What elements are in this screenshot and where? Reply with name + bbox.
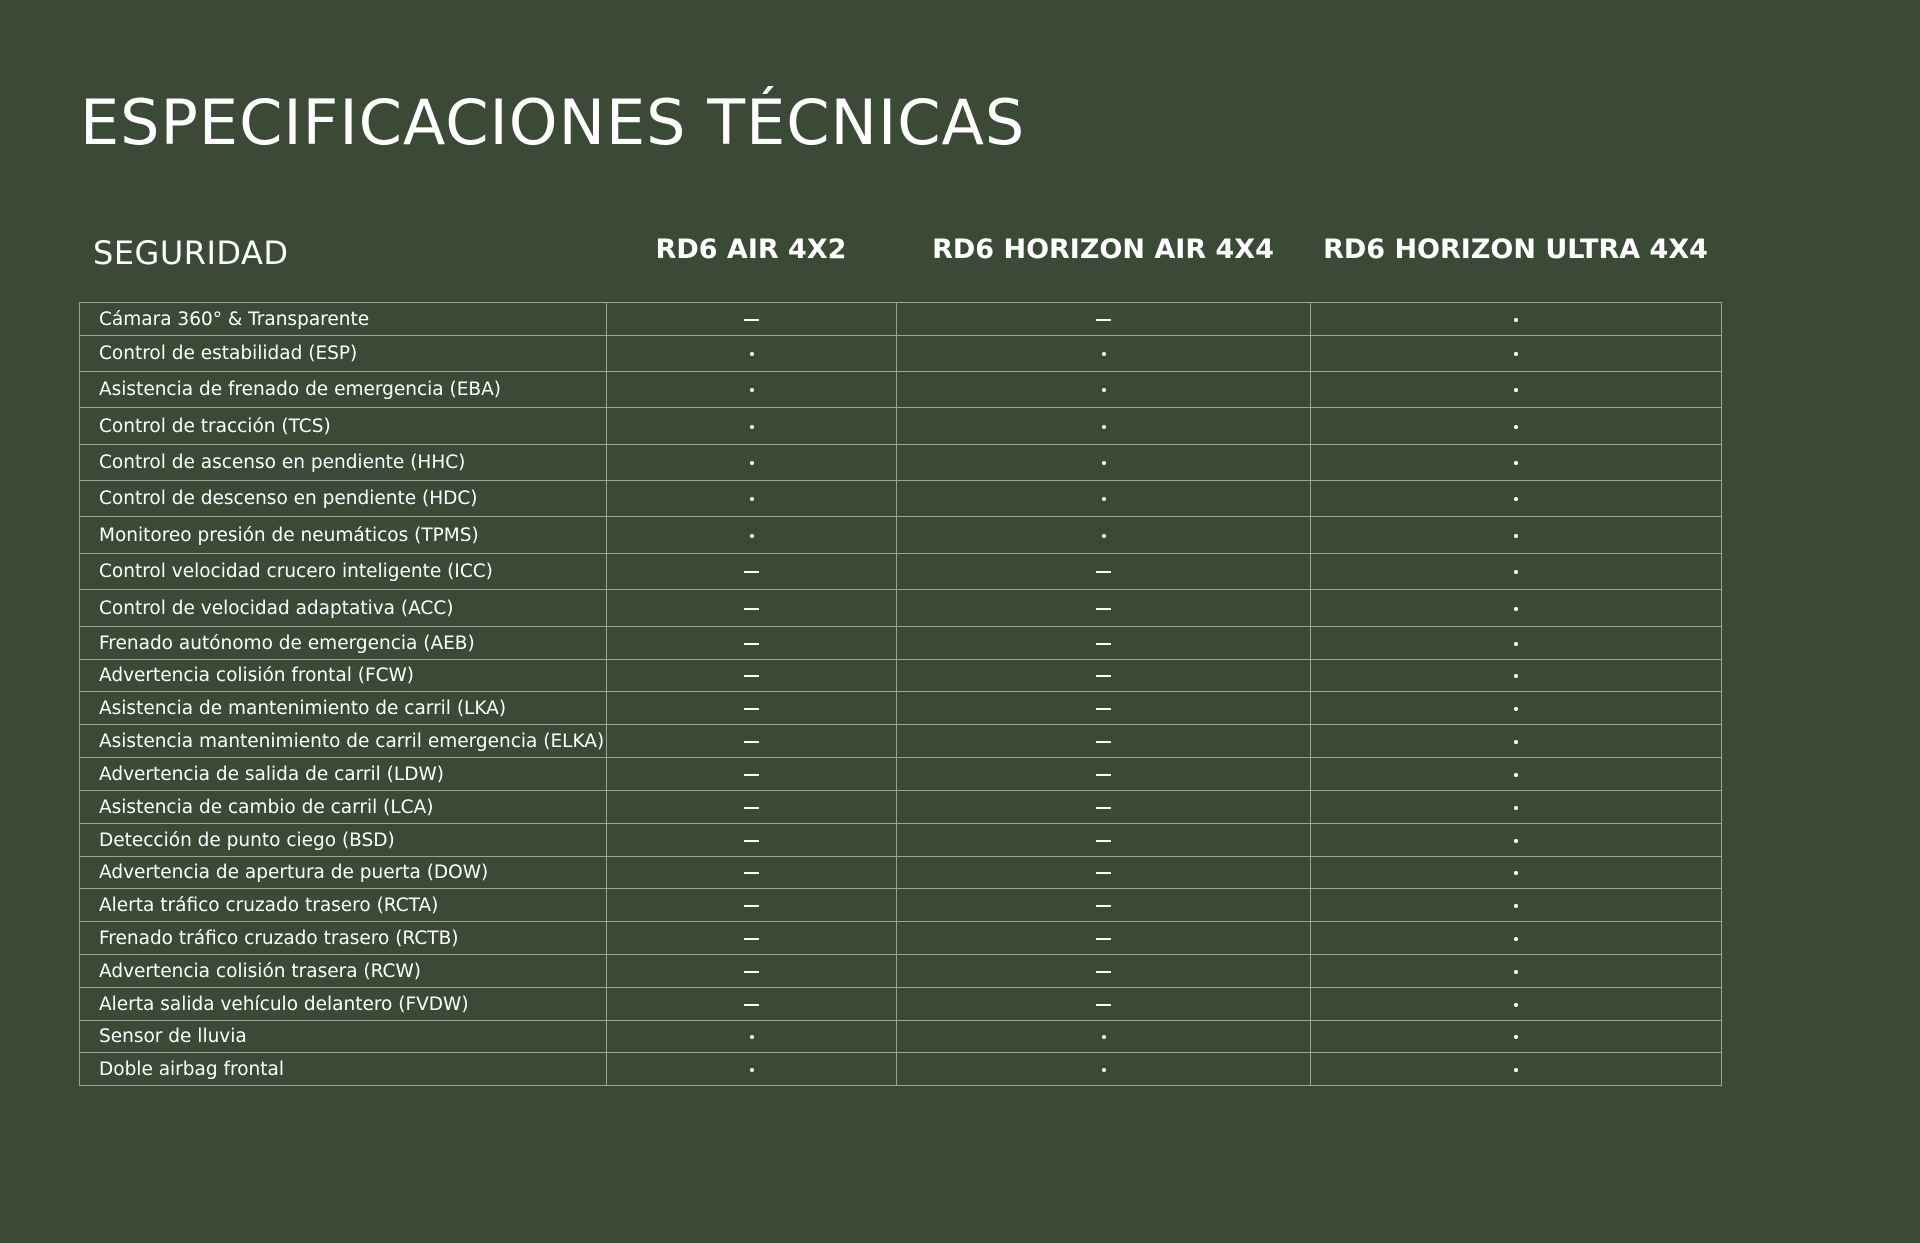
included-dot-icon: [1102, 352, 1106, 356]
table-row: [80, 857, 1722, 889]
included-dot-icon: [750, 1035, 754, 1039]
not-included-dash-icon: [1096, 807, 1111, 809]
included-dot-icon: [1514, 497, 1518, 501]
not-included-dash-icon: [1096, 872, 1111, 874]
not-included-dash-icon: [1096, 741, 1111, 743]
availability-cell-rd6-horizon-air-4x4: [897, 408, 1311, 445]
feature-label: Asistencia mantenimiento de carril emergencia (ELKA): [80, 725, 607, 758]
feature-label: Frenado tráfico cruzado trasero (RCTB): [80, 922, 607, 955]
availability-cell-rd6-horizon-ultra-4x4: [1311, 758, 1722, 791]
not-included-dash-icon: [744, 938, 759, 940]
availability-cell-rd6-air-4x2: [607, 554, 897, 590]
included-dot-icon: [1514, 806, 1518, 810]
feature-label: Control velocidad crucero inteligente (ICC): [80, 554, 607, 590]
feature-label: Alerta tráfico cruzado trasero (RCTA): [80, 889, 607, 922]
availability-cell-rd6-air-4x2: [607, 336, 897, 372]
table-row: [80, 481, 1722, 517]
table-row: [80, 692, 1722, 725]
availability-cell-rd6-air-4x2: [607, 517, 897, 554]
included-dot-icon: [750, 425, 754, 429]
feature-label: Asistencia de cambio de carril (LCA): [80, 791, 607, 824]
not-included-dash-icon: [1096, 608, 1111, 610]
not-included-dash-icon: [1096, 840, 1111, 842]
availability-cell-rd6-air-4x2: [607, 1053, 897, 1086]
availability-cell-rd6-air-4x2: [607, 408, 897, 445]
not-included-dash-icon: [744, 971, 759, 973]
included-dot-icon: [1514, 674, 1518, 678]
table-row: [80, 660, 1722, 692]
not-included-dash-icon: [1096, 571, 1111, 573]
availability-cell-rd6-air-4x2: [607, 627, 897, 660]
column-header-rd6-horizon-ultra-4x4: RD6 HORIZON ULTRA 4X4: [1323, 234, 1708, 265]
availability-cell-rd6-horizon-air-4x4: [897, 725, 1311, 758]
availability-cell-rd6-horizon-ultra-4x4: [1311, 725, 1722, 758]
availability-cell-rd6-horizon-ultra-4x4: [1311, 1053, 1722, 1086]
table-row: [80, 408, 1722, 445]
availability-cell-rd6-horizon-ultra-4x4: [1311, 481, 1722, 517]
included-dot-icon: [1514, 352, 1518, 356]
not-included-dash-icon: [744, 741, 759, 743]
availability-cell-rd6-horizon-air-4x4: [897, 824, 1311, 857]
feature-label: Sensor de lluvia: [80, 1021, 607, 1053]
availability-cell-rd6-horizon-ultra-4x4: [1311, 590, 1722, 627]
feature-label: Advertencia colisión frontal (FCW): [80, 660, 607, 692]
included-dot-icon: [1102, 461, 1106, 465]
feature-label: Control de tracción (TCS): [80, 408, 607, 445]
feature-label: Doble airbag frontal: [80, 1053, 607, 1086]
availability-cell-rd6-air-4x2: [607, 725, 897, 758]
not-included-dash-icon: [744, 872, 759, 874]
safety-spec-table: [79, 302, 1722, 1086]
included-dot-icon: [1514, 570, 1518, 574]
availability-cell-rd6-air-4x2: [607, 445, 897, 481]
spec-table-body: [80, 303, 1722, 1086]
included-dot-icon: [1514, 318, 1518, 322]
included-dot-icon: [750, 352, 754, 356]
table-row: [80, 758, 1722, 791]
feature-label: Control de estabilidad (ESP): [80, 336, 607, 372]
availability-cell-rd6-air-4x2: [607, 303, 897, 336]
not-included-dash-icon: [1096, 675, 1111, 677]
availability-cell-rd6-air-4x2: [607, 590, 897, 627]
included-dot-icon: [1514, 607, 1518, 611]
availability-cell-rd6-horizon-ultra-4x4: [1311, 922, 1722, 955]
availability-cell-rd6-horizon-ultra-4x4: [1311, 692, 1722, 725]
table-row: [80, 1053, 1722, 1086]
not-included-dash-icon: [744, 905, 759, 907]
availability-cell-rd6-horizon-air-4x4: [897, 988, 1311, 1021]
table-row: [80, 725, 1722, 758]
availability-cell-rd6-horizon-air-4x4: [897, 517, 1311, 554]
included-dot-icon: [1514, 388, 1518, 392]
not-included-dash-icon: [744, 840, 759, 842]
included-dot-icon: [1102, 534, 1106, 538]
page-title: ESPECIFICACIONES TÉCNICAS: [80, 86, 1026, 159]
included-dot-icon: [1102, 388, 1106, 392]
availability-cell-rd6-horizon-air-4x4: [897, 303, 1311, 336]
included-dot-icon: [1102, 1035, 1106, 1039]
availability-cell-rd6-horizon-air-4x4: [897, 372, 1311, 408]
included-dot-icon: [750, 461, 754, 465]
availability-cell-rd6-horizon-ultra-4x4: [1311, 408, 1722, 445]
availability-cell-rd6-horizon-ultra-4x4: [1311, 372, 1722, 408]
table-row: [80, 445, 1722, 481]
availability-cell-rd6-horizon-ultra-4x4: [1311, 627, 1722, 660]
availability-cell-rd6-horizon-air-4x4: [897, 758, 1311, 791]
not-included-dash-icon: [744, 608, 759, 610]
availability-cell-rd6-horizon-ultra-4x4: [1311, 889, 1722, 922]
not-included-dash-icon: [744, 1004, 759, 1006]
availability-cell-rd6-horizon-air-4x4: [897, 627, 1311, 660]
availability-cell-rd6-air-4x2: [607, 857, 897, 889]
availability-cell-rd6-air-4x2: [607, 758, 897, 791]
not-included-dash-icon: [1096, 708, 1111, 710]
availability-cell-rd6-air-4x2: [607, 889, 897, 922]
included-dot-icon: [1514, 970, 1518, 974]
included-dot-icon: [1514, 707, 1518, 711]
availability-cell-rd6-air-4x2: [607, 481, 897, 517]
table-row: [80, 988, 1722, 1021]
not-included-dash-icon: [744, 319, 759, 321]
feature-label: Control de descenso en pendiente (HDC): [80, 481, 607, 517]
table-header-row: [79, 230, 1721, 290]
availability-cell-rd6-horizon-ultra-4x4: [1311, 857, 1722, 889]
feature-label: Advertencia colisión trasera (RCW): [80, 955, 607, 988]
availability-cell-rd6-air-4x2: [607, 955, 897, 988]
availability-cell-rd6-horizon-air-4x4: [897, 481, 1311, 517]
feature-label: Monitoreo presión de neumáticos (TPMS): [80, 517, 607, 554]
included-dot-icon: [750, 1068, 754, 1072]
availability-cell-rd6-air-4x2: [607, 372, 897, 408]
included-dot-icon: [1514, 773, 1518, 777]
availability-cell-rd6-horizon-air-4x4: [897, 857, 1311, 889]
availability-cell-rd6-horizon-air-4x4: [897, 1053, 1311, 1086]
table-row: [80, 889, 1722, 922]
included-dot-icon: [750, 534, 754, 538]
availability-cell-rd6-horizon-ultra-4x4: [1311, 824, 1722, 857]
included-dot-icon: [750, 497, 754, 501]
included-dot-icon: [1514, 534, 1518, 538]
not-included-dash-icon: [1096, 319, 1111, 321]
availability-cell-rd6-horizon-air-4x4: [897, 1021, 1311, 1053]
included-dot-icon: [1102, 497, 1106, 501]
availability-cell-rd6-air-4x2: [607, 692, 897, 725]
table-row: [80, 1021, 1722, 1053]
availability-cell-rd6-air-4x2: [607, 922, 897, 955]
not-included-dash-icon: [744, 807, 759, 809]
availability-cell-rd6-horizon-ultra-4x4: [1311, 791, 1722, 824]
availability-cell-rd6-horizon-air-4x4: [897, 554, 1311, 590]
not-included-dash-icon: [744, 571, 759, 573]
included-dot-icon: [1102, 1068, 1106, 1072]
availability-cell-rd6-air-4x2: [607, 988, 897, 1021]
feature-label: Alerta salida vehículo delantero (FVDW): [80, 988, 607, 1021]
availability-cell-rd6-air-4x2: [607, 791, 897, 824]
availability-cell-rd6-horizon-ultra-4x4: [1311, 517, 1722, 554]
table-row: [80, 372, 1722, 408]
feature-label: Asistencia de frenado de emergencia (EBA): [80, 372, 607, 408]
included-dot-icon: [1514, 839, 1518, 843]
not-included-dash-icon: [1096, 938, 1111, 940]
table-row: [80, 590, 1722, 627]
availability-cell-rd6-horizon-air-4x4: [897, 692, 1311, 725]
not-included-dash-icon: [1096, 971, 1111, 973]
availability-cell-rd6-air-4x2: [607, 660, 897, 692]
availability-cell-rd6-air-4x2: [607, 824, 897, 857]
included-dot-icon: [1514, 642, 1518, 646]
included-dot-icon: [1514, 461, 1518, 465]
included-dot-icon: [1102, 425, 1106, 429]
section-label: SEGURIDAD: [93, 234, 289, 272]
feature-label: Control de ascenso en pendiente (HHC): [80, 445, 607, 481]
table-row: [80, 554, 1722, 590]
table-row: [80, 517, 1722, 554]
included-dot-icon: [1514, 1068, 1518, 1072]
availability-cell-rd6-horizon-ultra-4x4: [1311, 1021, 1722, 1053]
included-dot-icon: [1514, 740, 1518, 744]
feature-label: Asistencia de mantenimiento de carril (LKA): [80, 692, 607, 725]
availability-cell-rd6-horizon-ultra-4x4: [1311, 336, 1722, 372]
availability-cell-rd6-horizon-ultra-4x4: [1311, 955, 1722, 988]
included-dot-icon: [1514, 937, 1518, 941]
not-included-dash-icon: [744, 708, 759, 710]
availability-cell-rd6-air-4x2: [607, 1021, 897, 1053]
feature-label: Frenado autónomo de emergencia (AEB): [80, 627, 607, 660]
not-included-dash-icon: [1096, 1004, 1111, 1006]
table-row: [80, 336, 1722, 372]
not-included-dash-icon: [1096, 643, 1111, 645]
not-included-dash-icon: [744, 774, 759, 776]
not-included-dash-icon: [1096, 905, 1111, 907]
availability-cell-rd6-horizon-air-4x4: [897, 445, 1311, 481]
availability-cell-rd6-horizon-air-4x4: [897, 922, 1311, 955]
included-dot-icon: [1514, 871, 1518, 875]
availability-cell-rd6-horizon-ultra-4x4: [1311, 988, 1722, 1021]
feature-label: Control de velocidad adaptativa (ACC): [80, 590, 607, 627]
table-row: [80, 922, 1722, 955]
column-header-rd6-air-4x2: RD6 AIR 4X2: [655, 234, 847, 265]
availability-cell-rd6-horizon-air-4x4: [897, 791, 1311, 824]
table-row: [80, 791, 1722, 824]
included-dot-icon: [1514, 425, 1518, 429]
feature-label: Detección de punto ciego (BSD): [80, 824, 607, 857]
availability-cell-rd6-horizon-air-4x4: [897, 955, 1311, 988]
not-included-dash-icon: [1096, 774, 1111, 776]
table-row: [80, 303, 1722, 336]
table-row: [80, 627, 1722, 660]
availability-cell-rd6-horizon-air-4x4: [897, 590, 1311, 627]
included-dot-icon: [1514, 1003, 1518, 1007]
availability-cell-rd6-horizon-ultra-4x4: [1311, 445, 1722, 481]
availability-cell-rd6-horizon-air-4x4: [897, 660, 1311, 692]
not-included-dash-icon: [744, 675, 759, 677]
table-row: [80, 824, 1722, 857]
included-dot-icon: [1514, 1035, 1518, 1039]
availability-cell-rd6-horizon-ultra-4x4: [1311, 303, 1722, 336]
availability-cell-rd6-horizon-air-4x4: [897, 336, 1311, 372]
feature-label: Advertencia de apertura de puerta (DOW): [80, 857, 607, 889]
availability-cell-rd6-horizon-ultra-4x4: [1311, 660, 1722, 692]
included-dot-icon: [750, 388, 754, 392]
feature-label: Cámara 360° & Transparente: [80, 303, 607, 336]
availability-cell-rd6-horizon-ultra-4x4: [1311, 554, 1722, 590]
availability-cell-rd6-horizon-air-4x4: [897, 889, 1311, 922]
column-header-rd6-horizon-air-4x4: RD6 HORIZON AIR 4X4: [932, 234, 1274, 265]
not-included-dash-icon: [744, 643, 759, 645]
included-dot-icon: [1514, 904, 1518, 908]
feature-label: Advertencia de salida de carril (LDW): [80, 758, 607, 791]
table-row: [80, 955, 1722, 988]
